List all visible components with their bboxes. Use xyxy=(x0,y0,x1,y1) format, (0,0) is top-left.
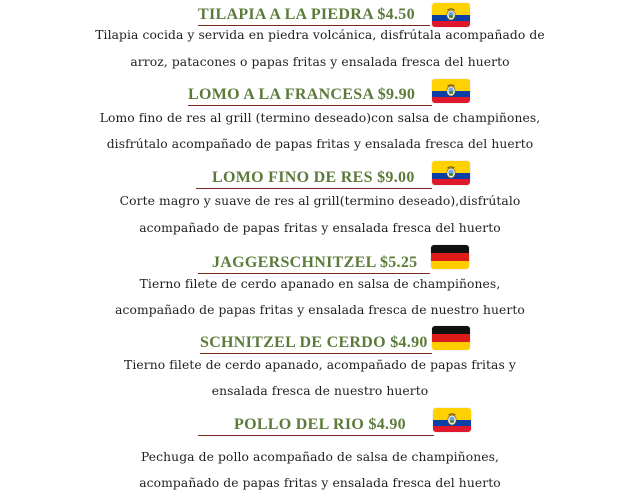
item-description-line: Tierno filete de cerdo apanado en salsa de champiñones, xyxy=(139,277,501,291)
item-description-line: acompañado de papas fritas y ensalada fresca del huerto xyxy=(139,476,501,490)
ecuador-flag-icon xyxy=(432,161,470,185)
item-description-line: Tierno filete de cerdo apanado, acompañado de papas fritas y xyxy=(124,358,516,372)
item-description-line: Lomo fino de res al grill (termino deseado)con salsa de champiñones, xyxy=(99,111,541,125)
item-title: TILAPIA A LA PIEDRA $4.50 xyxy=(198,5,430,26)
item-description-line: acompañado de papas fritas y ensalada fresca de nuestro huerto xyxy=(115,303,525,317)
item-title: JAGGERSCHNITZEL $5.25 xyxy=(198,253,430,274)
item-description-line: Corte magro y suave de res al grill(termino deseado),disfrútalo xyxy=(119,194,521,208)
item-description-line: Pechuga de pollo acompañado de salsa de champiñones, xyxy=(140,450,500,464)
germany-flag-icon xyxy=(431,245,469,269)
item-title: LOMO A LA FRANCESA $9.90 xyxy=(188,85,432,106)
item-title: SCHNITZEL DE CERDO $4.90 xyxy=(200,333,432,354)
item-description-line: disfrútalo acompañado de papas fritas y ensalada fresca del huerto xyxy=(106,137,534,151)
item-description-line: Tilapia cocida y servida en piedra volcánica, disfrútala acompañado de xyxy=(95,28,545,42)
item-title: LOMO FINO DE RES $9.00 xyxy=(196,168,432,189)
germany-flag-icon xyxy=(432,326,470,350)
ecuador-flag-icon xyxy=(433,408,471,432)
item-description-line: arroz, patacones o papas fritas y ensalada fresca del huerto xyxy=(130,55,510,69)
item-description-line: acompañado de papas fritas y ensalada fresca del huerto xyxy=(139,221,501,235)
item-title: POLLO DEL RIO $4.90 xyxy=(198,415,434,436)
ecuador-flag-icon xyxy=(432,79,470,103)
item-description-line: ensalada fresca de nuestro huerto xyxy=(211,384,429,398)
